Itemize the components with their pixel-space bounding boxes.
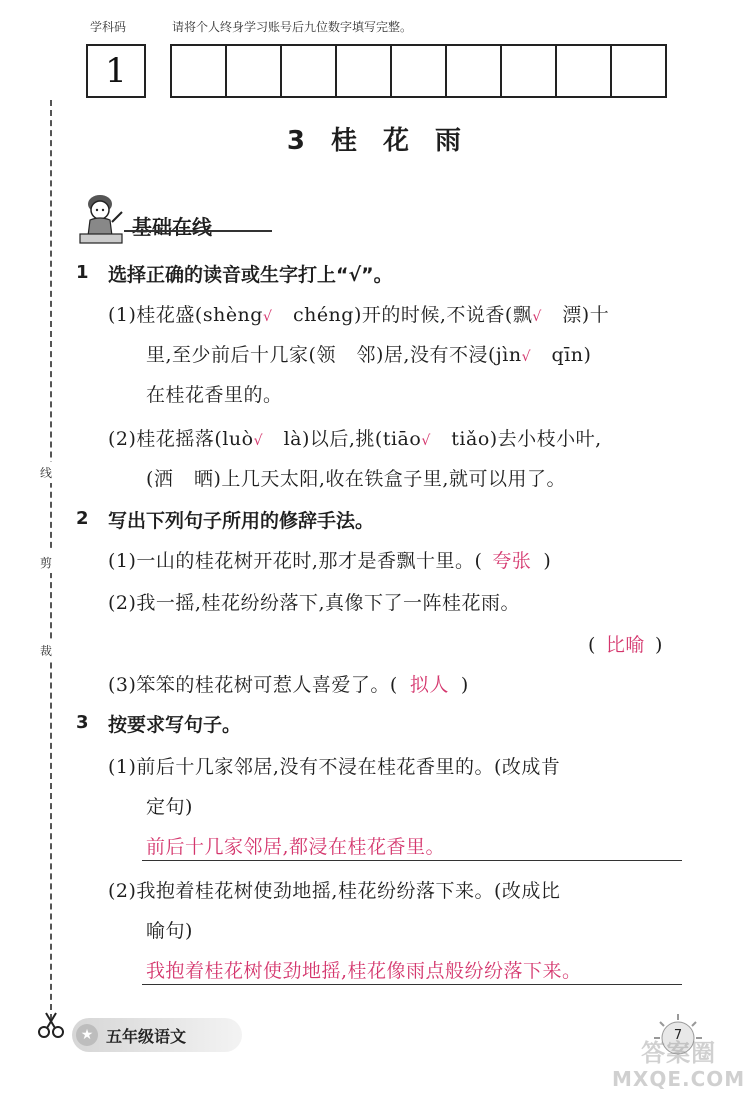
question-number: 1 <box>76 262 89 283</box>
subject-code-box <box>86 44 146 98</box>
account-digit-boxes <box>170 44 667 98</box>
answer-text: 前后十几家邻居,都浸在桂花香里。 <box>146 836 446 858</box>
q2-sentence: (1)一山的桂花树开花时,那才是香飘十里。( 夸张 ) <box>108 550 552 572</box>
q2-sentence: (3)笨笨的桂花树可惹人喜爱了。( 拟人 ) <box>108 674 469 696</box>
q2-answer-paren: ( 比喻 ) <box>588 634 663 656</box>
answer-line <box>142 984 682 985</box>
star-icon: ★ <box>76 1024 98 1046</box>
section-header <box>76 190 212 248</box>
q1-option-line: (2)桂花摇落(luò√ là)以后,挑(tiāo√ tiǎo)去小枝小叶, <box>108 428 602 450</box>
question-number: 2 <box>76 508 89 529</box>
digit-box[interactable] <box>392 44 447 98</box>
digit-box[interactable] <box>447 44 502 98</box>
digit-box[interactable] <box>612 44 667 98</box>
cut-line-char: 裁 <box>40 640 52 661</box>
digit-box[interactable] <box>227 44 282 98</box>
q1-option-line: 里,至少前后十几家(领 邻)居,没有不浸(jìn√ qīn) <box>146 344 592 366</box>
section-underline <box>124 230 272 232</box>
q1-option-line: (1)桂花盛(shèng√ chéng)开的时候,不说香(飘√ 漂)十 <box>108 304 610 326</box>
book-title: 五年级语文 <box>106 1026 187 1046</box>
question-number: 3 <box>76 712 89 733</box>
tick-mark: √ <box>262 309 273 325</box>
q3-prompt: 定句) <box>146 796 193 818</box>
lesson-title <box>0 120 750 157</box>
lesson-title-char: 花 <box>383 126 412 156</box>
cut-line-char: 线 <box>40 462 52 483</box>
q3-prompt: 喻句) <box>146 920 193 942</box>
q3-prompt: (2)我抱着桂花树使劲地摇,桂花纷纷落下来。(改成比 <box>108 880 561 902</box>
digit-box[interactable] <box>337 44 392 98</box>
question-text: 选择正确的读音或生字打上“√”。 <box>108 264 393 286</box>
digit-box[interactable] <box>557 44 612 98</box>
digit-box[interactable] <box>502 44 557 98</box>
tick-mark: √ <box>521 349 531 365</box>
lesson-title-char: 雨 <box>435 126 464 156</box>
cut-line-char: 剪 <box>40 552 52 573</box>
tick-mark: √ <box>532 309 542 325</box>
subject-code-label: 学科码 <box>90 20 127 34</box>
subject-code-value: 1 <box>105 51 127 91</box>
lesson-title-char: 桂 <box>331 126 360 156</box>
tick-mark: √ <box>421 433 431 449</box>
answer-text: 拟人 <box>409 674 449 696</box>
question-text: 写出下列句子所用的修辞手法。 <box>108 510 375 532</box>
digit-box[interactable] <box>282 44 337 98</box>
q1-option-line: (洒 晒)上几天太阳,收在铁盒子里,就可以用了。 <box>146 468 566 490</box>
scissors-icon <box>36 1010 66 1040</box>
answer-text: 我抱着桂花树使劲地摇,桂花像雨点般纷纷落下来。 <box>146 960 582 982</box>
page-number: 7 <box>673 1027 683 1043</box>
answer-line <box>142 860 682 861</box>
q2-sentence: (2)我一摇,桂花纷纷落下,真像下了一阵桂花雨。 <box>108 592 520 614</box>
watermark: 答案圈 MXQE.COM <box>612 1039 746 1091</box>
account-instruction: 请将个人终身学习账号后九位数字填写完整。 <box>172 20 413 34</box>
section-title: 基础在线 <box>132 215 212 239</box>
q3-prompt: (1)前后十几家邻居,没有不浸在桂花香里的。(改成肯 <box>108 756 561 778</box>
answer-text: 比喻 <box>605 634 645 656</box>
answer-text: 夸张 <box>492 550 532 572</box>
question-text: 按要求写句子。 <box>108 714 242 736</box>
digit-box[interactable] <box>170 44 227 98</box>
tick-mark: √ <box>253 433 264 449</box>
student-mascot-icon <box>76 190 126 248</box>
q1-option-line: 在桂花香里的。 <box>146 384 283 406</box>
lesson-number: 3 <box>286 126 308 156</box>
book-badge <box>72 1018 242 1052</box>
